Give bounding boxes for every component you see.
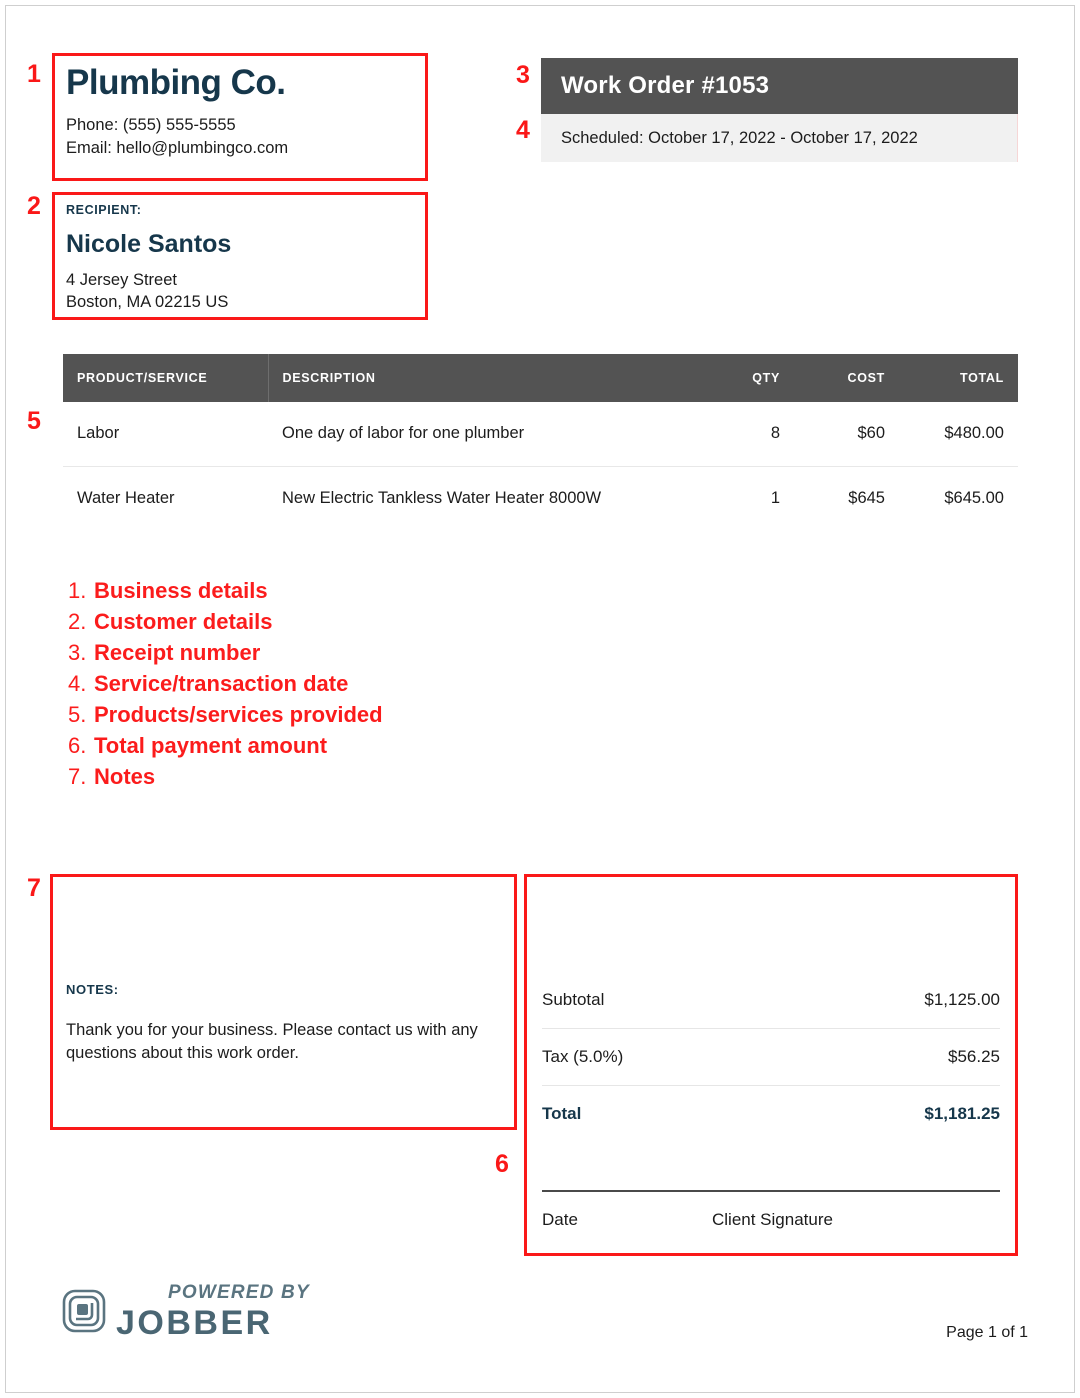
legend-item bbox=[68, 578, 548, 604]
cell-qty: 8 bbox=[698, 402, 798, 466]
totals-row-total bbox=[542, 1086, 1000, 1142]
recipient-label: RECIPIENT: bbox=[66, 203, 142, 217]
legend-index: 3. bbox=[68, 640, 87, 665]
legend-index: 5. bbox=[68, 702, 87, 727]
legend-label: Receipt number bbox=[94, 640, 261, 665]
notes-inner bbox=[66, 982, 512, 1066]
column-header-product: PRODUCT/SERVICE bbox=[63, 354, 268, 402]
cell-description: New Electric Tankless Water Heater 8000W bbox=[268, 466, 698, 530]
cell-cost: $645 bbox=[798, 466, 903, 530]
subtotal-label: Subtotal bbox=[542, 990, 605, 1009]
tax-label: Tax (5.0%) bbox=[542, 1047, 624, 1066]
column-header-cost: COST bbox=[798, 354, 903, 402]
legend-index: 6. bbox=[68, 733, 87, 758]
column-header-qty: QTY bbox=[698, 354, 798, 402]
subtotal-value: $1,125.00 bbox=[924, 990, 1000, 1009]
business-phone: Phone: (555) 555-5555 bbox=[66, 115, 236, 134]
jobber-logo bbox=[62, 1282, 310, 1340]
annotation-marker-4: 4 bbox=[516, 116, 530, 144]
totals-row-subtotal bbox=[542, 972, 1000, 1029]
totals-row-tax bbox=[542, 1029, 1000, 1086]
signature-date-label: Date bbox=[542, 1210, 578, 1229]
legend-label: Notes bbox=[94, 764, 156, 789]
table-row bbox=[63, 402, 1018, 466]
legend-item bbox=[68, 671, 548, 697]
legend-item bbox=[68, 640, 548, 666]
legend-item bbox=[68, 702, 548, 728]
work-order-title: Work Order #1053 bbox=[561, 72, 770, 99]
notes-block bbox=[50, 874, 517, 1130]
tax-value: $56.25 bbox=[948, 1047, 1000, 1066]
annotation-marker-6: 6 bbox=[495, 1150, 509, 1178]
page-count-label: Page 1 of 1 bbox=[946, 1324, 1028, 1341]
recipient-name: Nicole Santos bbox=[66, 230, 232, 258]
powered-by-text: POWERED BY bbox=[168, 1282, 310, 1303]
notes-label: NOTES: bbox=[66, 982, 119, 997]
cell-total: $645.00 bbox=[903, 466, 1018, 530]
cell-cost: $60 bbox=[798, 402, 903, 466]
legend-item bbox=[68, 609, 548, 635]
table-row bbox=[63, 466, 1018, 530]
jobber-brand-text: JOBBER bbox=[116, 1304, 273, 1342]
legend-item bbox=[68, 764, 548, 790]
cell-description: One day of labor for one plumber bbox=[268, 402, 698, 466]
column-header-total: TOTAL bbox=[903, 354, 1018, 402]
scheduled-date-band bbox=[541, 114, 1018, 162]
legend-label: Customer details bbox=[94, 609, 273, 634]
total-label: Total bbox=[542, 1104, 582, 1123]
jobber-mark-icon bbox=[62, 1289, 106, 1338]
work-order-header-bar bbox=[541, 58, 1018, 114]
signature-area bbox=[542, 1190, 1000, 1230]
signature-labels bbox=[542, 1210, 1000, 1230]
table-header-row bbox=[63, 354, 1018, 402]
totals-rows bbox=[542, 972, 1000, 1142]
business-email: Email: hello@plumbingco.com bbox=[66, 138, 289, 157]
legend-index: 7. bbox=[68, 764, 87, 789]
legend-label: Business details bbox=[94, 578, 268, 603]
cell-total: $480.00 bbox=[903, 402, 1018, 466]
scheduled-date-text: Scheduled: October 17, 2022 - October 17, 2022 bbox=[561, 128, 918, 147]
line-items-table bbox=[63, 354, 1018, 530]
signature-line bbox=[542, 1190, 1000, 1192]
cell-product: Labor bbox=[63, 402, 268, 466]
business-name: Plumbing Co. bbox=[66, 63, 286, 102]
annotation-marker-5: 5 bbox=[27, 407, 41, 435]
annotation-legend-list bbox=[68, 578, 548, 795]
annotation-marker-7: 7 bbox=[27, 874, 41, 902]
jobber-wordmark bbox=[116, 1282, 310, 1340]
cell-product: Water Heater bbox=[63, 466, 268, 530]
legend-item bbox=[68, 733, 548, 759]
recipient-block bbox=[52, 192, 428, 320]
legend-label: Service/transaction date bbox=[94, 671, 349, 696]
recipient-address-line-2: Boston, MA 02215 US bbox=[66, 293, 229, 312]
legend-label: Total payment amount bbox=[94, 733, 328, 758]
annotation-marker-2: 2 bbox=[27, 192, 41, 220]
column-header-description: DESCRIPTION bbox=[268, 354, 698, 402]
recipient-address-line-1: 4 Jersey Street bbox=[66, 270, 177, 289]
cell-qty: 1 bbox=[698, 466, 798, 530]
legend-index: 2. bbox=[68, 609, 87, 634]
annotation-marker-3: 3 bbox=[516, 61, 530, 89]
annotation-marker-1: 1 bbox=[27, 60, 41, 88]
notes-text: Thank you for your business. Please contact us with any questions about this work order. bbox=[66, 1021, 478, 1063]
business-details-block bbox=[52, 53, 428, 181]
total-value: $1,181.25 bbox=[924, 1104, 1000, 1123]
signature-client-label: Client Signature bbox=[712, 1210, 833, 1229]
totals-block bbox=[524, 874, 1018, 1256]
legend-index: 4. bbox=[68, 671, 87, 696]
legend-index: 1. bbox=[68, 578, 87, 603]
legend-label: Products/services provided bbox=[94, 702, 383, 727]
